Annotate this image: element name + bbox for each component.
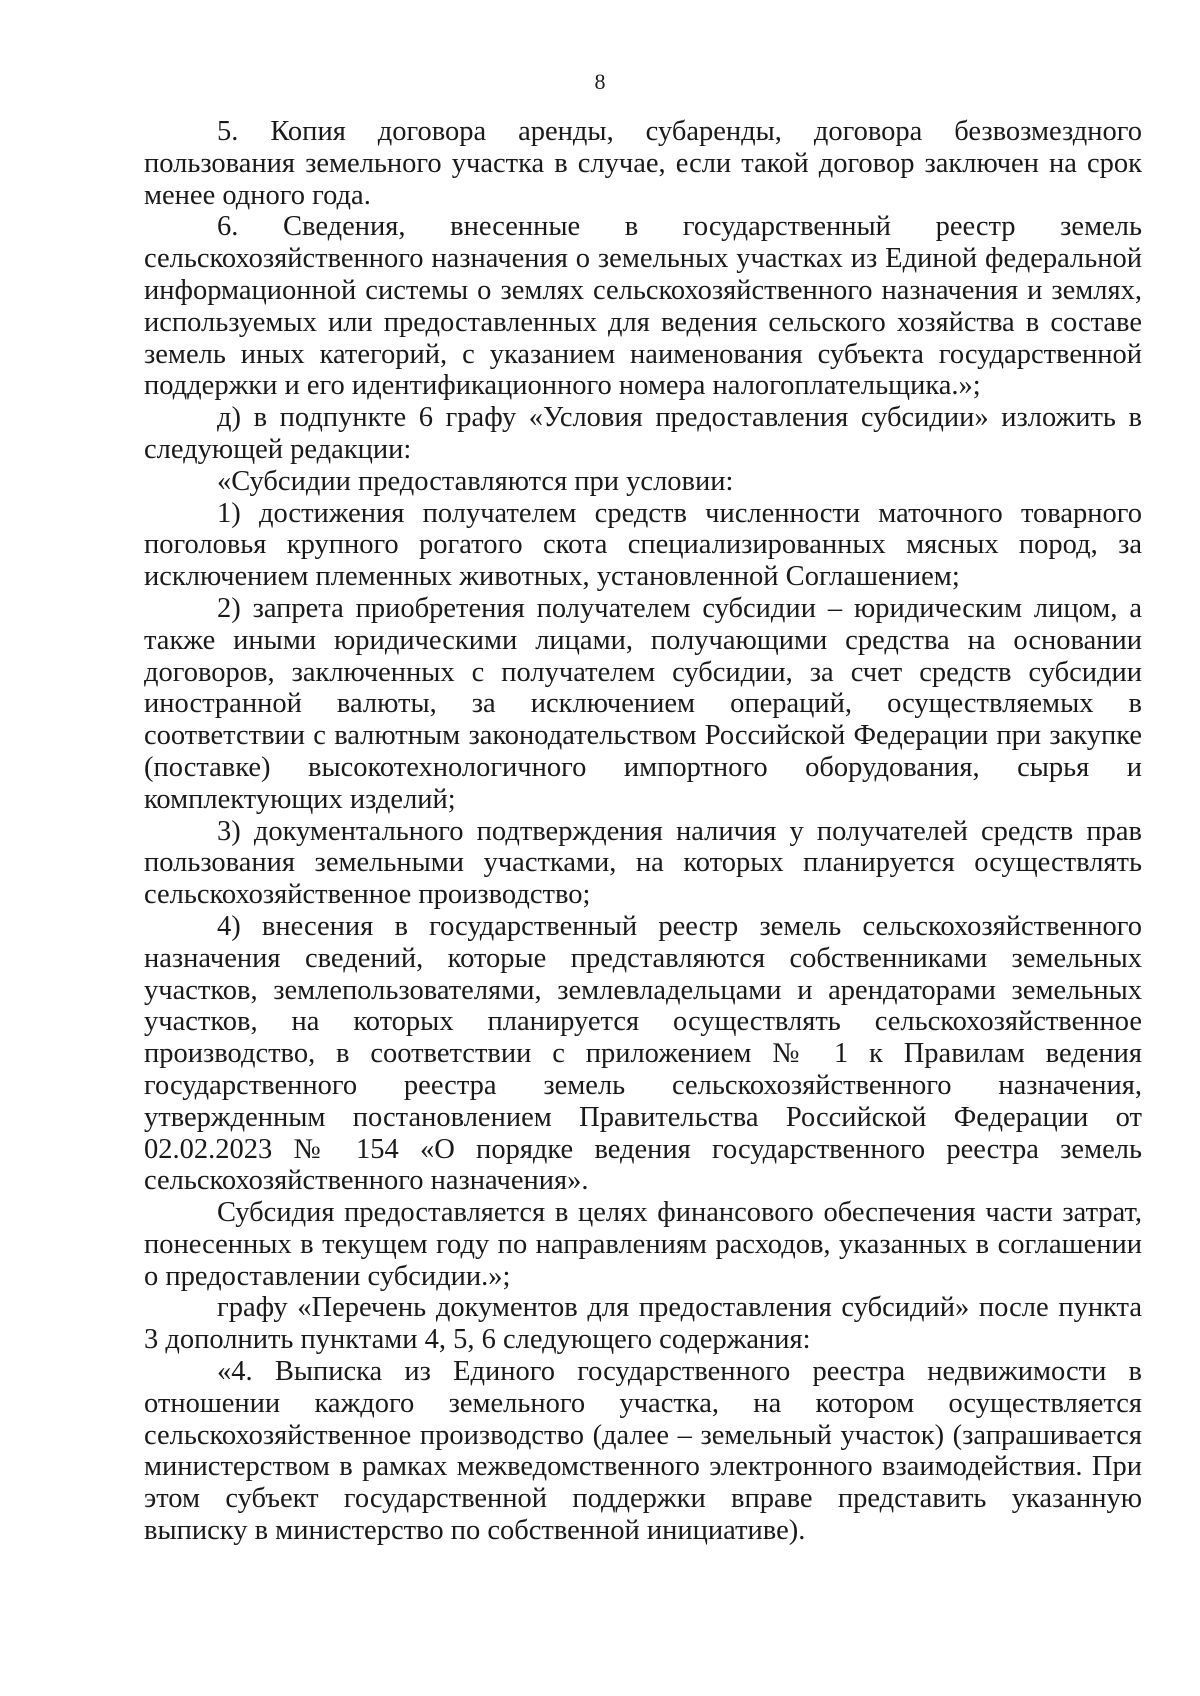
- page-number: 8: [594, 69, 606, 94]
- paragraph-item-5-lease-copy: 5. Копия договора аренды, субаренды, договора безвозмездного пользования земельного участка в случае, если такой договор заключен на срок менее одного года.: [144, 116, 1142, 211]
- paragraph-item-6-registry-info: 6. Сведения, внесенные в государственный реестр земель сельскохозяйственного назначения о земельных участках из Единой федеральной информационной системы о землях сельскохозяйственного назначения и землях, используемых или предоставленных для ведения сельского хозяйства в составе земель иных категорий, с указанием наименования субъекта государственной поддержки и его идентификационного номера налогоплательщика.»;: [144, 211, 1142, 402]
- paragraph-condition-4: 4) внесения в государственный реестр земель сельскохозяйственного назначения сведений, которые представляются собственниками земельных участков, землепользователями, землевладельцами и арендаторами земельных участков, на которых планируется осуществлять сельскохозяйственное производство, в соответствии с приложением № 1 к Правилам ведения государственного реестра земель сельскохозяйственного назначения, утвержденным постановлением Правительства Российской Федерации от 02.02.2023 № 154 «О порядке ведения государственного реестра земель сельскохозяйственного назначения».: [144, 910, 1142, 1197]
- document-body: [144, 116, 1142, 1547]
- paragraph-condition-1: 1) достижения получателем средств численности маточного товарного поголовья крупного рогатого скота специализированных мясных пород, за исключением племенных животных, установленной Соглашением;: [144, 497, 1142, 593]
- paragraph-condition-2: 2) запрета приобретения получателем субсидии – юридическим лицом, а также иными юридическими лицами, получающими средства на основании договоров, заключенных с получателем субсидии, за счет средств субсидии иностранной валюты, за исключением операций, осуществляемых в соответствии с валютным законодательством Российской Федерации при закупке (поставке) высокотехнологичного импортного оборудования, сырья и комплектующих изделий;: [144, 592, 1142, 815]
- paragraph-documents-list-amendment: графу «Перечень документов для предоставления субсидий» после пункта 3 дополнить пунктами 4, 5, 6 следующего содержания:: [144, 1292, 1142, 1356]
- paragraph-conditions-intro: «Субсидии предоставляются при условии:: [217, 465, 734, 497]
- paragraph-condition-3: 3) документального подтверждения наличия у получателей средств прав пользования земельными участками, на которых планируется осуществлять сельскохозяйственное производство;: [144, 815, 1142, 911]
- paragraph-subclause-d: д) в подпункте 6 графу «Условия предоставления субсидии» изложить в следующей редакции:: [144, 402, 1142, 465]
- paragraph-item-4-registry-extract: «4. Выписка из Единого государственного реестра недвижимости в отношении каждого земельного участка, на котором осуществляется сельскохозяйственное производство (далее – земельный участок) (запрашивается министерством в рамках межведомственного электронного взаимодействия. При этом субъект государственной поддержки вправе представить указанную выписку в министерство по собственной инициативе).: [144, 1356, 1142, 1547]
- paragraph-subsidy-purpose: Субсидия предоставляется в целях финансового обеспечения части затрат, понесенных в текущем году по направлениям расходов, указанных в соглашении о предоставлении субсидии.»;: [144, 1197, 1142, 1292]
